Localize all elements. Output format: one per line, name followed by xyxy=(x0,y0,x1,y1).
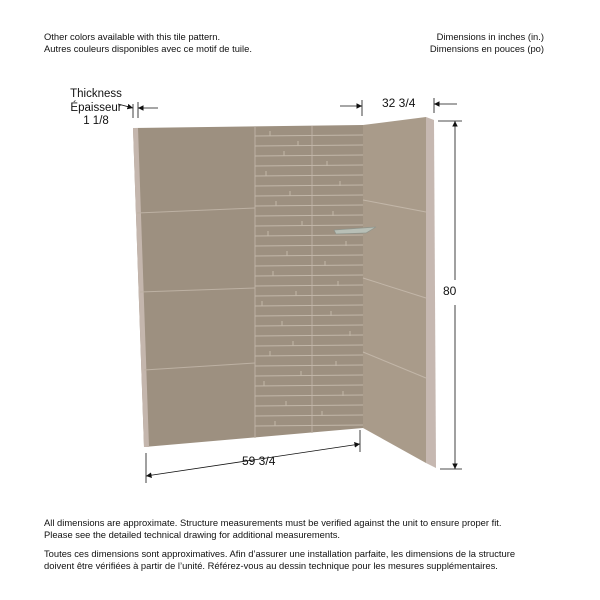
disclaimer-fr-line1: Toutes ces dimensions sont approximatives. Afin d’assurer une installation parfaite, les dimensions de la structure xyxy=(44,548,516,559)
thickness-label-en: Thickness xyxy=(70,88,122,100)
units-note-en: Dimensions in inches (in.) xyxy=(436,31,544,42)
disclaimer-en xyxy=(44,517,502,541)
back-wall-panel xyxy=(133,125,363,447)
units-note-fr: Dimensions en pouces (po) xyxy=(429,42,544,54)
height-value: 80 xyxy=(443,284,457,298)
side-wall-panel xyxy=(363,117,436,468)
thickness-label-fr: Épaisseur xyxy=(70,101,122,114)
colors-note-en: Other colors available with this tile pattern. xyxy=(44,31,221,42)
thickness-value: 1 1/8 xyxy=(83,115,109,127)
back-width-value: 59 3/4 xyxy=(242,454,276,468)
disclaimer-fr-line2: doivent être vérifiées à partir de l’unité. Référez-vous au dessin technique pour les mesures supplémentaires. xyxy=(44,559,498,571)
disclaimer-en-line2: Please see the detailed technical drawing for additional measurements. xyxy=(44,528,341,540)
disclaimer-en-line1: All dimensions are approximate. Structure measurements must be verified against the unit to ensure proper fit. xyxy=(44,517,502,528)
disclaimer-fr xyxy=(44,548,515,572)
thickness-dimension xyxy=(118,102,158,118)
colors-note-fr: Autres couleurs disponibles avec ce motif de tuile. xyxy=(44,42,252,54)
side-width-value: 32 3/4 xyxy=(382,96,416,110)
